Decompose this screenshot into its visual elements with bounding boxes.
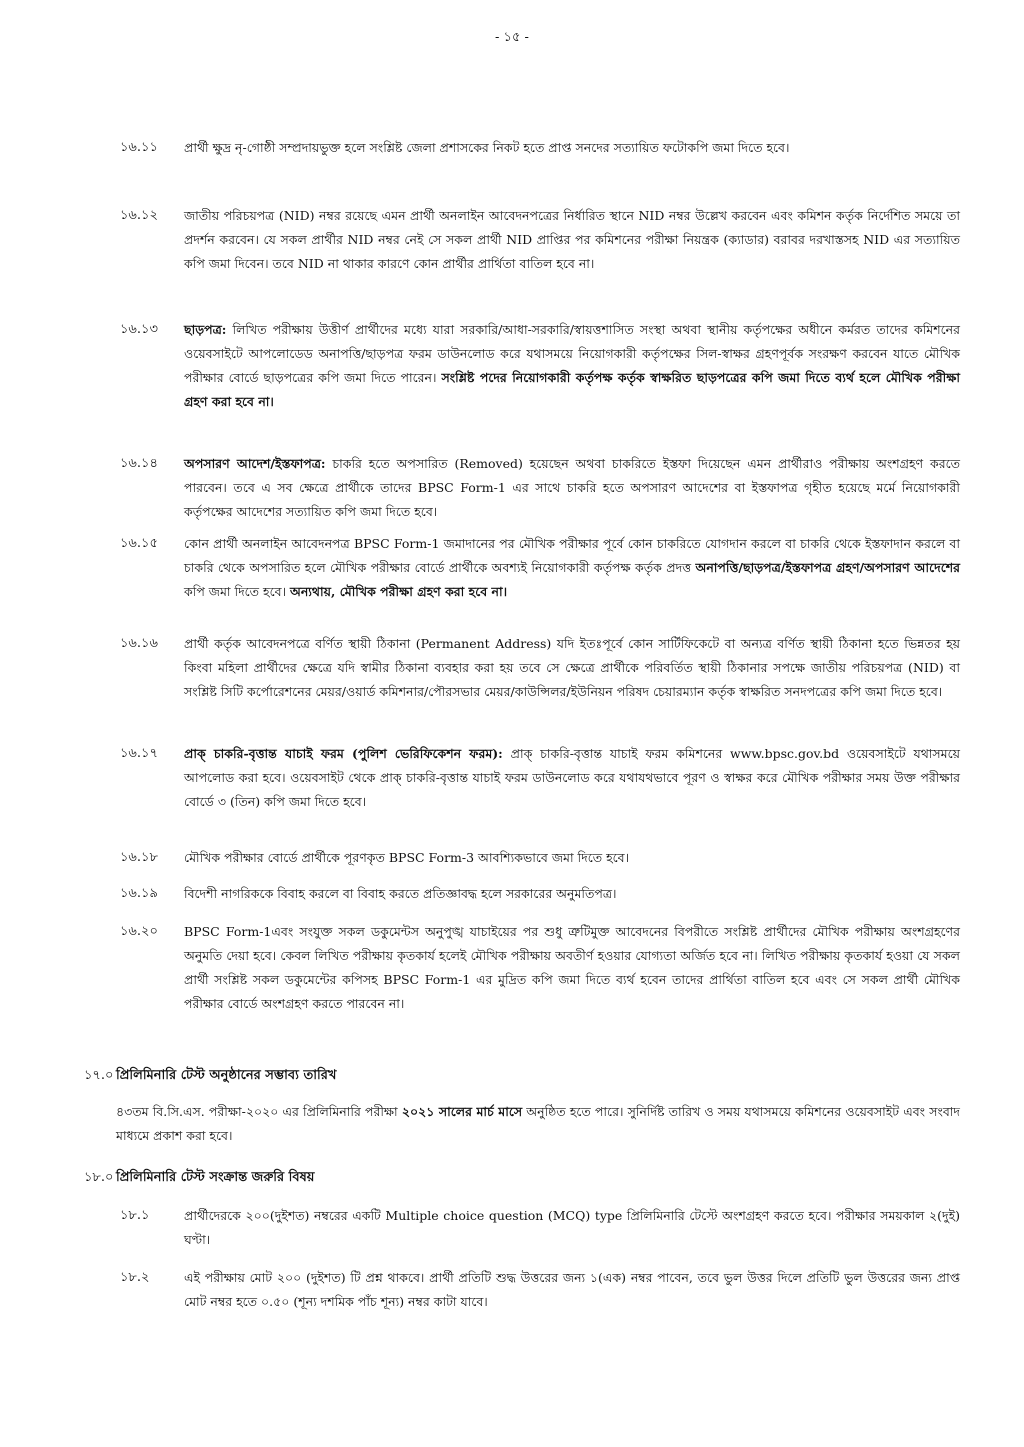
clause-number: ১৬.১৮ (120, 850, 158, 865)
section-heading: প্রিলিমিনারি টেস্ট সংক্রান্ত জরুরি বিষয় (116, 1170, 315, 1185)
clause-number: ১৬.১৭ (120, 746, 158, 761)
clause-text: জাতীয় পরিচয়পত্র (NID) নম্বর রয়েছে এমন প্রার্থী অনলাইন আবেদনপত্রের নির্ধারিত স্থানে NID নম্বর উল্লেখ করবেন এবং কমিশন কর্তৃক নির্দেশিত সময়ে তা প্রদর্শন করবেন। যে সকল প্রার্থীর NID নম্বর নেই সে সকল প্রার্থী NID প্রাপ্তির পর কমিশনের পরীক্ষা নিয়ন্ত্রক (ক্যাডার) বরাবর দরখাস্তসহ NID এর সত্যায়িত কপি জমা দিবেন। তবে NID না থাকার কারণে কোন প্রার্থীর প্রার্থিতা বাতিল হবে না। (184, 208, 960, 271)
clause-text (184, 452, 960, 524)
clause-text: প্রার্থীদেরকে ২০০(দুইশত) নম্বরের একটি Multiple choice question (MCQ) type প্রিলিমিনারি টেস্টে অংশগ্রহণ করতে হবে। পরীক্ষার সময়কাল ২(দুই) ঘণ্টা। (184, 1208, 960, 1247)
section-number: ১৮.০ (84, 1170, 114, 1185)
clause-bold-tail: সংশ্লিষ্ট পদের নিয়োগকারী কর্তৃপক্ষ কর্তৃক স্বাক্ষরিত ছাড়পত্রের কপি জমা দিতে ব্যর্থ হলে মৌখিক পরীক্ষা গ্রহণ করা হবে না। (184, 370, 960, 409)
page-number: - ১৫ - (495, 30, 529, 45)
clause-body-2: কপি জমা দিতে হবে। (184, 584, 291, 599)
clause-text: বিদেশী নাগরিককে বিবাহ করলে বা বিবাহ করতে প্রতিজ্ঞাবদ্ধ হলে সরকারের অনুমতিপত্র। (184, 886, 617, 901)
clause-bold-lead: ছাড়পত্র: (184, 322, 227, 337)
clause-text: মৌখিক পরীক্ষার বোর্ডে প্রার্থীকে পূরণকৃত BPSC Form-3 আবশ্যিকভাবে জমা দিতে হবে। (184, 850, 630, 865)
clause-text (184, 318, 960, 414)
clause-body: লিখিত পরীক্ষায় উত্তীর্ণ প্রার্থীদের মধ্যে যারা সরকারি/আধা-সরকারি/স্বায়ত্তশাসিত সংস্থা অথবা স্থানীয় কর্তৃপক্ষের অধীনে কর্মরত তাদের কমিশনের ওয়েবসাইটে আপলোডেড অনাপত্তি/ছাড়পত্র ফরম ডাউনলোড করে যথাসময়ে নিয়োগকারী কর্তৃপক্ষের সিল-স্বাক্ষর গ্রহণপূর্বক সংরক্ষণ করবেন যাতে মৌখিক পরীক্ষার বোর্ডে ছাড়পত্রের কপি জমা দিতে পারেন। (184, 322, 960, 385)
clause-text (184, 742, 960, 814)
clause-number: ১৬.১২ (120, 208, 158, 223)
clause-number: ১৬.১৬ (120, 636, 158, 651)
clause-text: প্রার্থী কর্তৃক আবেদনপত্রে বর্ণিত স্থায়ী ঠিকানা (Permanent Address) যদি ইতঃপূর্বে কোন সার্টিফিকেটে বা অন্যত্র বর্ণিত স্থায়ী ঠিকানা হতে ভিন্নতর হয় কিংবা মহিলা প্রার্থীদের ক্ষেত্রে যদি স্বামীর ঠিকানা ব্যবহার করা হয় তবে সে ক্ষেত্রে প্রার্থীকে পরিবর্তিত স্থায়ী ঠিকানার সপক্ষে জাতীয় পরিচয়পত্র (NID) বা সংশ্লিষ্ট সিটি কর্পোরেশনের মেয়র/ওয়ার্ড কমিশনার/পৌরসভার মেয়র/কাউন্সিলর/ইউনিয়ন পরিষদ চেয়ারম্যান কর্তৃক স্বাক্ষরিত সনদপত্রের কপি জমা দিতে হবে। (184, 636, 960, 699)
section-number: ১৭.০ (84, 1068, 114, 1083)
clause-number: ১৬.১৫ (120, 536, 158, 551)
clause-text (184, 532, 960, 604)
clause-number: ১৬.১৯ (120, 886, 158, 901)
clause-text: BPSC Form-1এবং সংযুক্ত সকল ডকুমেন্টস অনুপুঙ্খ যাচাইয়ের পর শুধু ত্রুটিমুক্ত আবেদনের বিপরীতে সংশ্লিষ্ট প্রার্থীদের মৌখিক পরীক্ষায় অংশগ্রহণের অনুমতি দেয়া হবে। কেবল লিখিত পরীক্ষায় কৃতকার্য হলেই মৌখিক পরীক্ষায় অবতীর্ণ হওয়ার যোগ্যতা অর্জিত হবে না। লিখিত পরীক্ষায় কৃতকার্য হওয়া যে সকল প্রার্থী সংশ্লিষ্ট সকল ডকুমেন্টের কপিসহ BPSC Form-1 এর মুদ্রিত কপি জমা দিতে ব্যর্থ হবেন তাদের প্রার্থিতা বাতিল হবে এবং সে সকল প্রার্থী মৌখিক পরীক্ষার বোর্ডে অংশগ্রহণ করতে পারবেন না। (184, 924, 960, 1011)
clause-number: ১৬.২০ (120, 924, 158, 939)
clause-number: ১৬.১৪ (120, 456, 158, 471)
section-17-paragraph (116, 1100, 960, 1148)
clause-text: প্রার্থী ক্ষুদ্র নৃ-গোষ্ঠী সম্প্রদায়ভুক্ত হলে সংশ্লিষ্ট জেলা প্রশাসকের নিকট হতে প্রাপ্ত সনদের সত্যায়িত ফটোকপি জমা দিতে হবে। (184, 140, 790, 155)
clause-number: ১৬.১১ (120, 140, 158, 155)
clause-body: চাকরি হতে অপসারিত (Removed) হয়েছেন অথবা চাকরিতে ইস্তফা দিয়েছেন এমন প্রার্থীরাও পরীক্ষায় অংশগ্রহণ করতে পারবেন। তবে এ সব ক্ষেত্রে প্রার্থীকে তাদের BPSC Form-1 এর সাথে চাকরি হতে অপসারণ আদেশের বা ইস্তফাপত্র গৃহীত হয়েছে মর্মে নিয়োগকারী কর্তৃপক্ষের আদেশের সত্যায়িত কপি জমা দিতে হবে। (184, 456, 960, 519)
section-heading: প্রিলিমিনারি টেস্ট অনুষ্ঠানের সম্ভাব্য তারিখ (116, 1068, 337, 1083)
clause-text: এই পরীক্ষায় মোট ২০০ (দুইশত) টি প্রশ্ন থাকবে। প্রার্থী প্রতিটি শুদ্ধ উত্তরের জন্য ১(এক) নম্বর পাবেন, তবে ভুল উত্তর দিলে প্রতিটি ভুল উত্তরের জন্য প্রাপ্ত মোট নম্বর হতে ০.৫০ (শূন্য দশমিক পাঁচ শূন্য) নম্বর কাটা যাবে। (184, 1270, 960, 1309)
para-text-b: অনুষ্ঠিত হতে পারে। সুনির্দিষ্ট তারিখ ও সময় যথাসময়ে কমিশনের ওয়েবসাইট এবং সংবাদ মাধ্যমে প্রকাশ করা হবে। (116, 1104, 960, 1143)
clause-bold-mid: অনাপত্তি/ছাড়পত্র/ইস্তফাপত্র গ্রহণ/অপসারণ আদেশের (695, 560, 960, 575)
clause-number: ১৮.২ (120, 1270, 150, 1285)
clause-body: কোন প্রার্থী অনলাইন আবেদনপত্র BPSC Form-1 জমাদানের পর মৌখিক পরীক্ষার পূর্বে কোন চাকরিতে যোগদান করলে বা চাকরি থেকে ইস্তফাদান করলে বা চাকরি থেকে অপসারিত হলে মৌখিক পরীক্ষার বোর্ডে প্রার্থীকে অবশ্যই নিয়োগকারী কর্তৃপক্ষ কর্তৃক প্রদত্ত (184, 536, 960, 575)
para-bold: ২০২১ সালের মার্চ মাসে (401, 1104, 523, 1119)
clause-bold-tail: অন্যথায়, মৌখিক পরীক্ষা গ্রহণ করা হবে না। (290, 584, 508, 599)
clause-bold-lead: অপসারণ আদেশ/ইস্তফাপত্র: (184, 456, 326, 471)
clause-body: প্রাক্ চাকরি-বৃত্তান্ত যাচাই ফরম কমিশনের www.bpsc.gov.bd ওয়েবসাইটে যথাসময়ে আপলোড করা হবে। ওয়েবসাইট থেকে প্রাক্ চাকরি-বৃত্তান্ত যাচাই ফরম ডাউনলোড করে যথাযথভাবে পূরণ ও স্বাক্ষর করে মৌখিক পরীক্ষার সময় উক্ত পরীক্ষার বোর্ডে ৩ (তিন) কপি জমা দিতে হবে। (184, 746, 960, 809)
clause-number: ১৮.১ (120, 1208, 150, 1223)
clause-number: ১৬.১৩ (120, 322, 158, 337)
clause-bold-lead: প্রাক্ চাকরি-বৃত্তান্ত যাচাই ফরম (পুলিশ ভেরিফিকেশন ফরম): (184, 746, 503, 761)
para-text-a: ৪৩তম বি.সি.এস. পরীক্ষা-২০২০ এর প্রিলিমিনারি পরীক্ষা (116, 1104, 402, 1119)
